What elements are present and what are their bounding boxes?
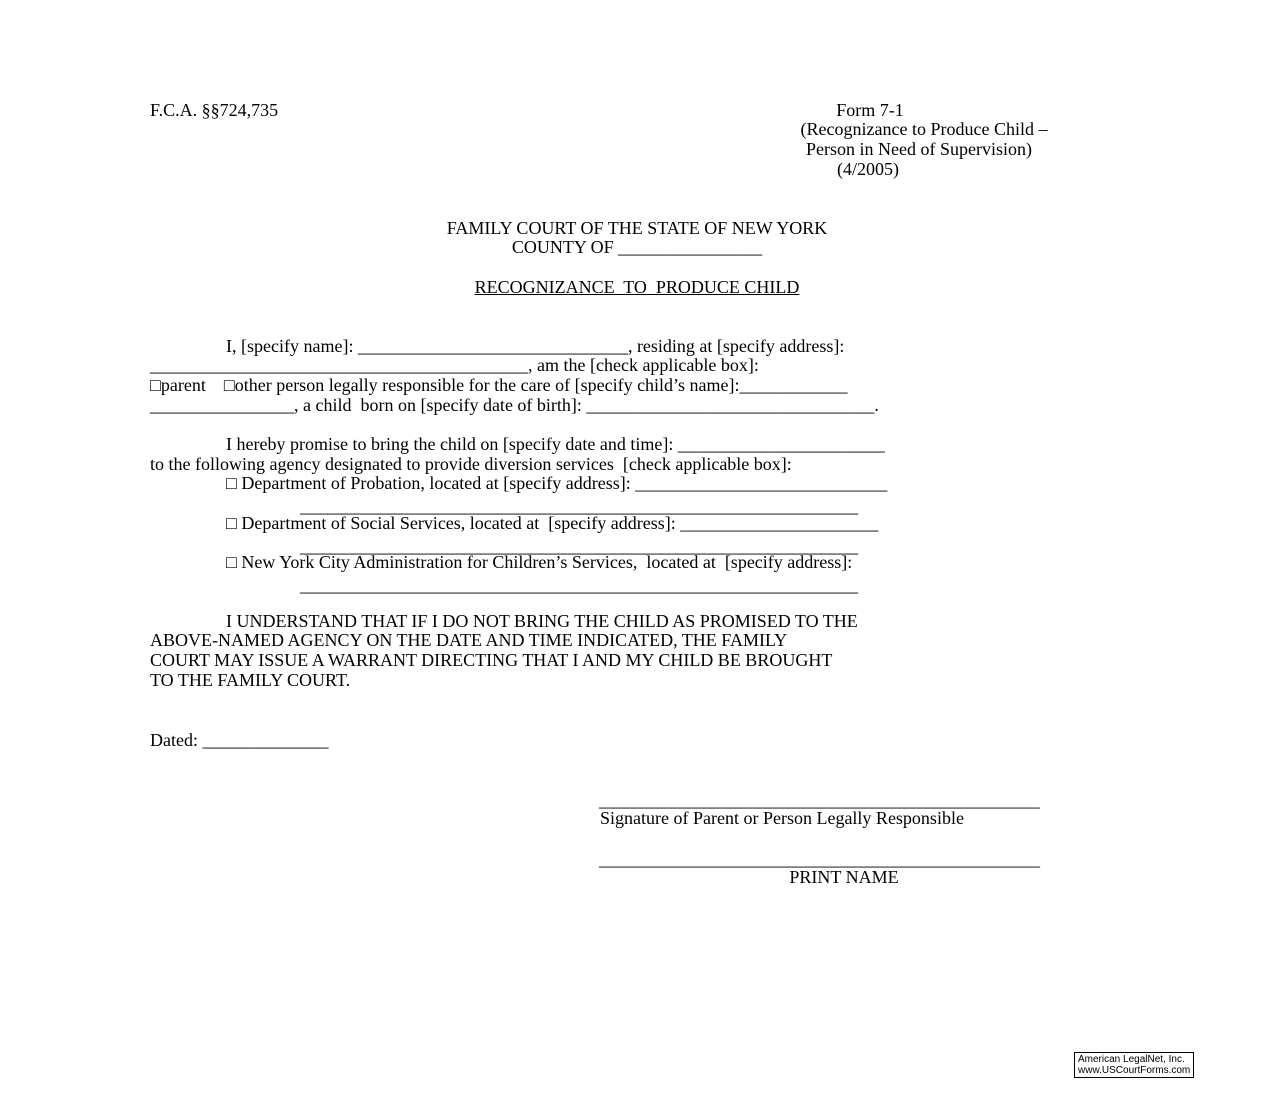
relationship-line: __________________________________________, am the [check applicable box]: — [150, 355, 759, 375]
warning-line-3: COURT MAY ISSUE A WARRANT DIRECTING THAT I AND MY CHILD BE BROUGHT — [150, 650, 833, 670]
form-description-2: Person in Need of Supervision) — [806, 139, 1032, 159]
name-address-line: I, [specify name]: ______________________________, residing at [specify address]: — [226, 336, 845, 356]
publisher-badge — [1074, 1052, 1194, 1078]
agency-intro: to the following agency designated to provide diversion services [check applicable box]: — [150, 454, 792, 474]
address-line: ______________________________________________________________ — [300, 536, 858, 556]
print-name-label: PRINT NAME — [789, 867, 899, 887]
document-title: RECOGNIZANCE TO PRODUCE CHILD — [474, 277, 800, 297]
print-name-line: _________________________________________________ — [599, 849, 1040, 869]
county-field: COUNTY OF ________________ — [511, 237, 763, 257]
agency-acs: □ New York City Administration for Children’s Services, located at [specify address]: — [226, 552, 853, 572]
court-name: FAMILY COURT OF THE STATE OF NEW YORK — [446, 218, 828, 238]
agency-probation: □ Department of Probation, located at [specify address]: ____________________________ — [226, 473, 888, 493]
form-description-1: (Recognizance to Produce Child – — [800, 119, 1048, 139]
warning-line-2: ABOVE-NAMED AGENCY ON THE DATE AND TIME INDICATED, THE FAMILY — [150, 630, 788, 650]
statute-reference: F.C.A. §§724,735 — [150, 100, 279, 120]
publisher-url: www.USCourtForms.com — [1078, 1065, 1191, 1076]
signature-line: _________________________________________________ — [599, 790, 1040, 810]
address-line: ______________________________________________________________ — [300, 575, 858, 595]
form-number: Form 7-1 — [836, 100, 904, 120]
child-birth-line: ________________, a child born on [specify date of birth]: ________________________________. — [150, 395, 879, 415]
address-line: ______________________________________________________________ — [300, 496, 858, 516]
warning-line-4: TO THE FAMILY COURT. — [150, 670, 351, 690]
publisher-name: American LegalNet, Inc. — [1078, 1054, 1185, 1065]
promise-line: I hereby promise to bring the child on [specify date and time]: _______________________ — [226, 434, 885, 454]
dated-field: Dated: ______________ — [150, 730, 329, 750]
form-date: (4/2005) — [837, 159, 899, 179]
warning-line-1: I UNDERSTAND THAT IF I DO NOT BRING THE CHILD AS PROMISED TO THE — [226, 611, 858, 631]
agency-social-services: □ Department of Social Services, located at [specify address]: ______________________ — [226, 513, 879, 533]
signature-label: Signature of Parent or Person Legally Responsible — [600, 808, 964, 828]
relationship-checkboxes: □parent □other person legally responsible for the care of [specify child’s name]:____________ — [150, 375, 848, 395]
